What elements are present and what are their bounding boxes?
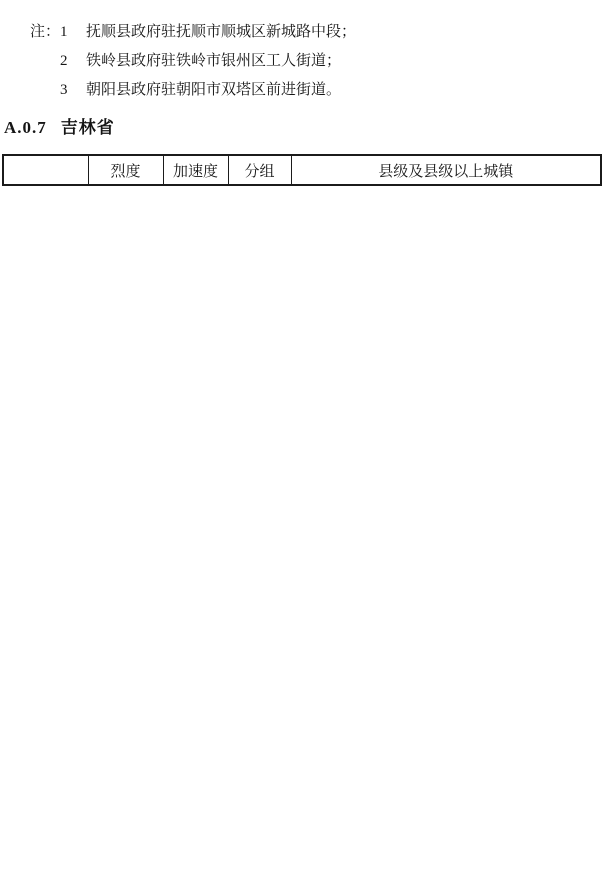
note-line: [30, 47, 601, 76]
section-number: A.0.7: [4, 118, 47, 137]
column-header-towns: 县级及县级以上城镇: [291, 155, 601, 185]
note-text: 铁岭县政府驻铁岭市银州区工人街道；: [86, 53, 342, 69]
note-text: 朝阳县政府驻朝阳市双塔区前进街道。: [86, 82, 342, 98]
note-label: 注：: [30, 24, 61, 40]
document-page: [0, 0, 603, 186]
column-header-city: [3, 155, 88, 185]
note-label-spacer: [30, 76, 60, 105]
column-header-intensity: 烈度: [88, 155, 163, 185]
note-number: 1: [60, 24, 68, 40]
section-title: 吉林省: [60, 118, 115, 137]
note-line: [30, 76, 601, 105]
note-number: 2: [60, 53, 68, 69]
note-label-spacer: [30, 47, 60, 76]
column-header-group: 分组: [228, 155, 291, 185]
note-line: [30, 18, 601, 47]
section-heading: [4, 113, 601, 138]
table-header-row: [3, 155, 601, 185]
column-header-accel: 加速度: [163, 155, 228, 185]
notes-block: [30, 18, 601, 105]
jilin-seismic-table: [2, 154, 602, 186]
note-text: 抚顺县政府驻抚顺市顺城区新城路中段；: [86, 24, 357, 40]
note-number: 3: [60, 82, 68, 98]
